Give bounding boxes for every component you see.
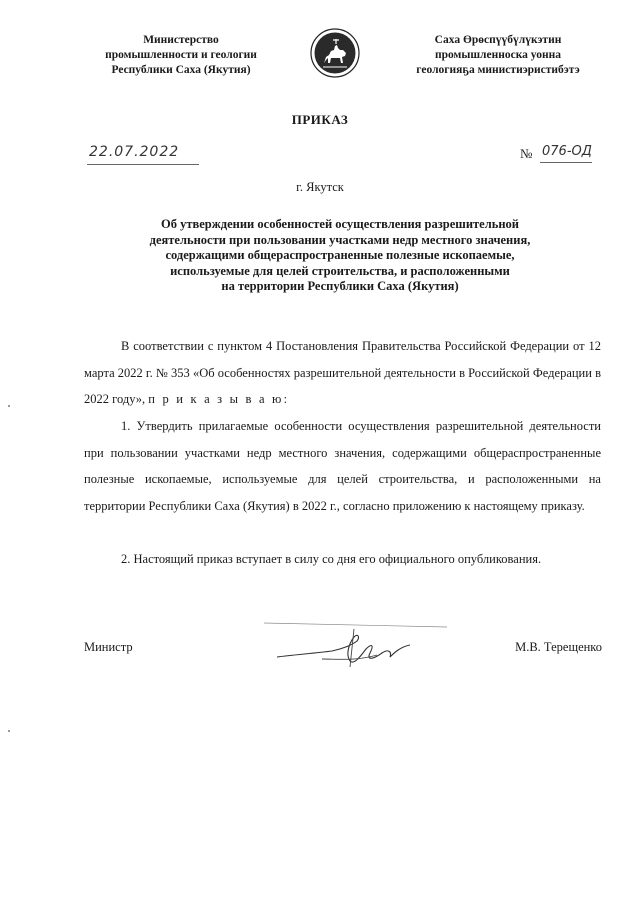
- order-number-line: [540, 146, 592, 163]
- ministry-header-line: геологияҕа министиэристибэтэ: [416, 64, 580, 76]
- subject-line: деятельности при пользовании участками недр местного значения,: [149, 232, 531, 247]
- preamble-text: В соответствии с пунктом 4 Постановления Правительства Российской Федерации от 12 марта 2022 г. № 353 «Об особенностях разрешительной деятельности в Российской Федерации в 2022 году»,: [84, 339, 601, 406]
- document-title: ПРИКАЗ: [291, 112, 349, 127]
- order-word: п р и к а з ы в а ю:: [148, 392, 290, 406]
- number-sign: №: [520, 146, 533, 161]
- sakha-republic-emblem-icon: [309, 27, 361, 79]
- order-number-field: [520, 146, 600, 166]
- preamble-paragraph: [84, 333, 601, 413]
- order-date: 22.07.2022: [89, 144, 180, 160]
- signature-row: [84, 640, 602, 660]
- order-date-field: [87, 142, 199, 165]
- order-subject: [90, 217, 590, 295]
- scan-speck: [8, 405, 10, 407]
- ministry-header-russian: [76, 33, 286, 78]
- signatory-position: Министр: [84, 640, 133, 654]
- city-line: г. Якутск: [296, 180, 344, 194]
- subject-line: на территории Республики Саха (Якутия): [221, 279, 459, 293]
- ministry-header-line: промышленности и геологии: [105, 49, 257, 61]
- order-number: 076-ОД: [542, 144, 592, 159]
- ministry-header-line: Республики Саха (Якутия): [111, 64, 251, 76]
- subject-line: содержащими общераспространенные полезные ископаемые,: [165, 248, 515, 262]
- order-item-2: 2. Настоящий приказ вступает в силу со дня его официального опубликования.: [121, 552, 542, 566]
- subject-line: используемые для целей строительства, и расположенными: [170, 263, 510, 278]
- signatory-name: М.В. Терещенко: [515, 640, 602, 654]
- ministry-header-line: Саха Өрөспүүбүлүкэтин: [434, 34, 562, 46]
- order-item-1: 1. Утвердить прилагаемые особенности осуществления разрешительной деятельности при пользовании участками недр местного значения, содержащими общераспространенные полезные ископаемые, используемые для целей строительства, и расположенными на территории Республики Саха (Якутия) в 2022 г., согласно приложению к настоящему приказу.: [84, 419, 601, 513]
- scan-speck: [8, 730, 10, 732]
- ministry-header-sakha: [388, 33, 608, 78]
- ministry-header-line: промышленноска уонна: [434, 49, 562, 61]
- subject-line: Об утверждении особенностей осуществления разрешительной: [160, 217, 519, 231]
- ministry-header-line: Министерство: [143, 34, 219, 46]
